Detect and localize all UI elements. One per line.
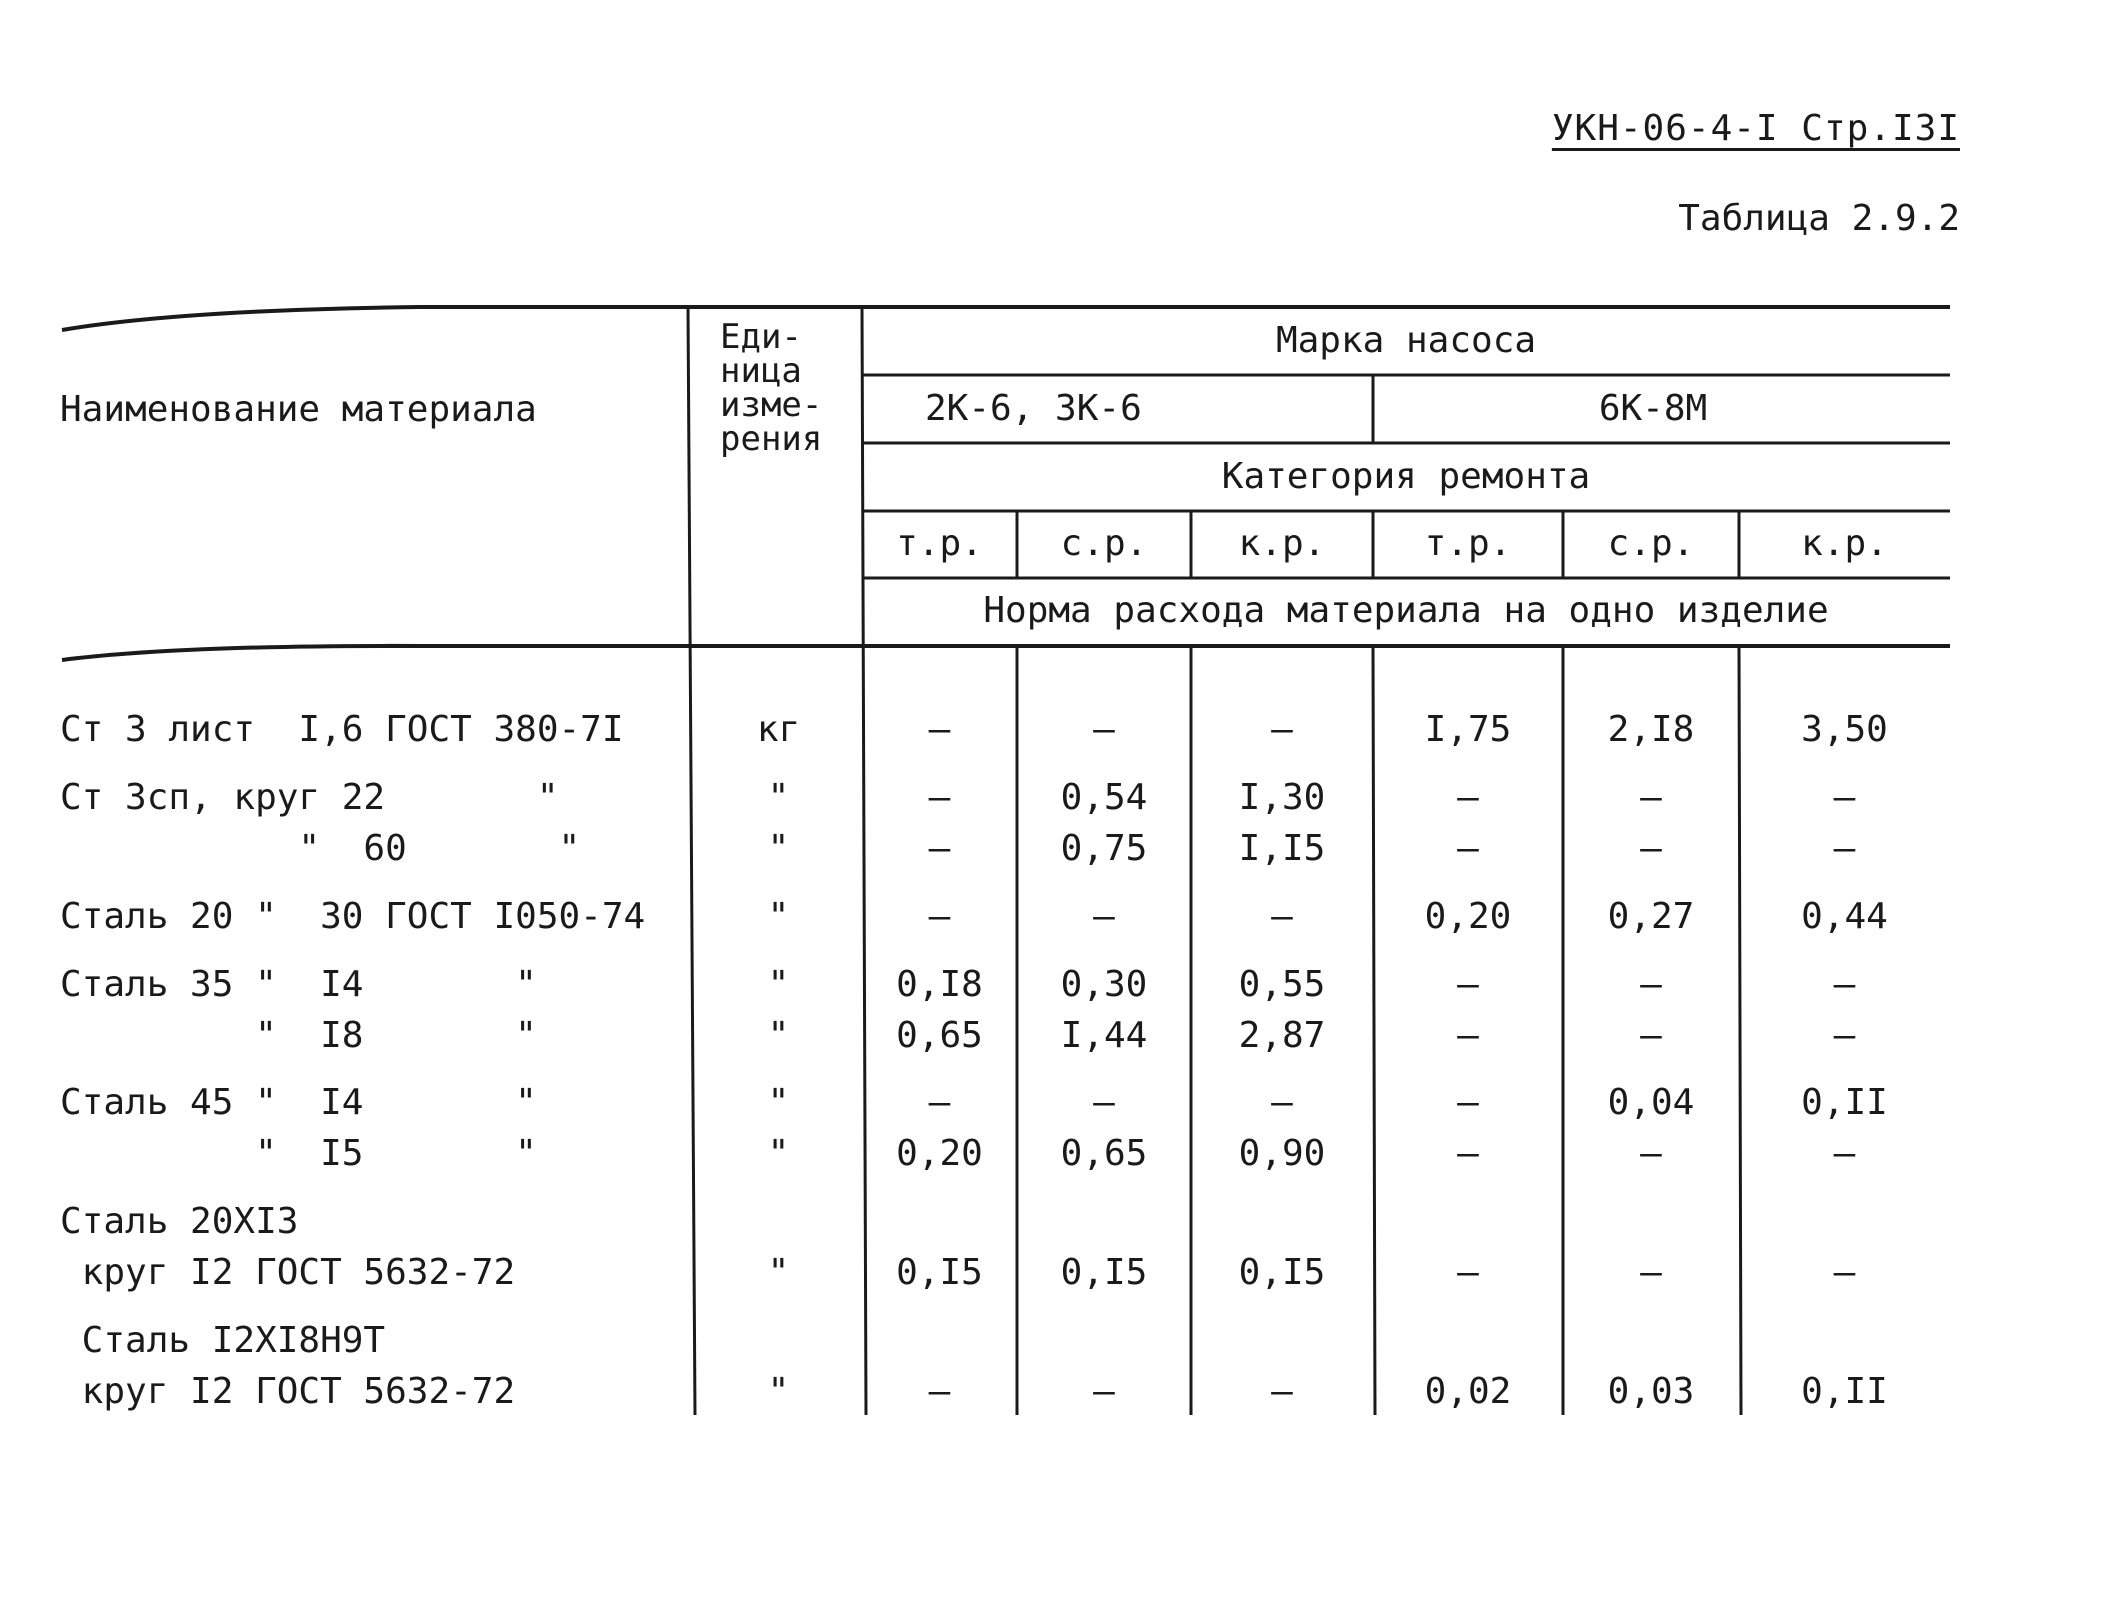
unit-cell: " <box>767 964 790 1005</box>
norm-value-cell: – <box>1457 1133 1479 1174</box>
norm-value-cell: – <box>1833 777 1856 818</box>
header-category-kr: к.р. <box>1801 523 1888 564</box>
header-pump-group-1: 2К-6, 3К-6 <box>925 388 1142 429</box>
material-name: круг I2 ГОСТ 5632-72 <box>60 1252 516 1293</box>
norm-value-cell: 2,87 <box>1238 1015 1326 1056</box>
norm-value-cell: 0,03 <box>1607 1371 1695 1412</box>
unit-cell: " <box>767 896 790 937</box>
norm-value-cell: – <box>1457 1082 1479 1123</box>
norm-value-cell: – <box>1093 896 1115 937</box>
unit-cell: " <box>767 828 790 869</box>
norm-value-cell: – <box>928 709 951 750</box>
norm-value-cell: 0,55 <box>1238 964 1326 1005</box>
material-name: Ст 3 лист I,6 ГОСТ 380-7I <box>60 709 624 750</box>
norm-value-cell: 0,44 <box>1801 896 1888 937</box>
norm-value-cell: 0,04 <box>1607 1082 1695 1123</box>
norm-value-cell: 0,II <box>1801 1082 1888 1123</box>
norm-value-cell: – <box>1093 709 1115 750</box>
unit-cell: " <box>767 1133 790 1174</box>
unit-cell: " <box>767 1082 790 1123</box>
material-name: Сталь 20ХI3 <box>60 1201 299 1242</box>
norm-value-cell: – <box>1833 1015 1856 1056</box>
material-name: круг I2 ГОСТ 5632-72 <box>60 1371 516 1412</box>
material-name: Ст 3сп, круг 22 " <box>60 777 559 818</box>
norm-value-cell: – <box>1833 1252 1856 1293</box>
header-norm-label: Норма расхода материала на одно изделие <box>983 590 1829 631</box>
norm-value-cell: 3,50 <box>1801 709 1888 750</box>
header-material-name: Наименование материала <box>60 389 537 430</box>
unit-cell: " <box>767 1015 790 1056</box>
norm-value-cell: – <box>1457 964 1479 1005</box>
unit-cell: " <box>767 1371 790 1412</box>
norm-value-cell: 0,I8 <box>896 964 983 1005</box>
norm-value-cell: 0,20 <box>1424 896 1512 937</box>
material-name: Сталь I2ХI8Н9Т <box>60 1320 386 1361</box>
norm-value-cell: – <box>1640 828 1662 869</box>
header-pump-brand: Марка насоса <box>1275 320 1537 361</box>
norm-value-cell: – <box>1640 1252 1662 1293</box>
material-name: Сталь 35 " I4 " <box>60 964 537 1005</box>
norm-value-cell: – <box>1640 964 1662 1005</box>
norm-value-cell: – <box>1457 777 1479 818</box>
unit-cell: кг <box>756 709 801 750</box>
norm-value-cell: 0,20 <box>896 1133 983 1174</box>
header-category-tr: т.р. <box>1424 523 1512 564</box>
header-pump-group-2: 6К-8М <box>1598 388 1708 429</box>
norm-value-cell: 0,I5 <box>1238 1252 1326 1293</box>
unit-cell: " <box>767 777 790 818</box>
norm-value-cell: I,30 <box>1238 777 1326 818</box>
header-category-tr: т.р. <box>896 523 983 564</box>
norm-value-cell: – <box>1640 1015 1662 1056</box>
header-category-sr: с.р. <box>1060 523 1148 564</box>
norm-value-cell: – <box>1271 896 1293 937</box>
norm-value-cell: – <box>1640 777 1662 818</box>
document-code: УКН-06-4-I Стр.I3I <box>1551 108 1960 149</box>
norm-value-cell: – <box>1833 828 1856 869</box>
norm-value-cell: 0,II <box>1801 1371 1888 1412</box>
header-category-kr: к.р. <box>1238 523 1326 564</box>
norm-value-cell: – <box>1833 1133 1856 1174</box>
norm-value-cell: I,75 <box>1424 709 1512 750</box>
norm-value-cell: 0,90 <box>1238 1133 1326 1174</box>
norm-value-cell: 2,I8 <box>1607 709 1695 750</box>
norm-value-cell: – <box>1093 1371 1115 1412</box>
norm-value-cell: – <box>928 828 951 869</box>
norm-value-cell: I,44 <box>1060 1015 1148 1056</box>
norm-value-cell: – <box>928 777 951 818</box>
norm-value-cell: I,I5 <box>1238 828 1326 869</box>
norm-value-cell: 0,65 <box>1060 1133 1148 1174</box>
norm-value-cell: – <box>928 896 951 937</box>
material-name: " I8 " <box>60 1015 537 1056</box>
norm-value-cell: – <box>1271 1371 1293 1412</box>
norm-value-cell: – <box>1833 964 1856 1005</box>
norm-value-cell: – <box>928 1082 951 1123</box>
norm-value-cell: – <box>1271 709 1293 750</box>
norm-value-cell: 0,I5 <box>896 1252 983 1293</box>
norm-value-cell: – <box>1271 1082 1293 1123</box>
header-unit-line: изме- <box>720 385 823 425</box>
header-category-sr: с.р. <box>1607 523 1695 564</box>
norm-value-cell: 0,54 <box>1060 777 1148 818</box>
norm-value-cell: – <box>1457 1252 1479 1293</box>
norm-value-cell: – <box>1640 1133 1662 1174</box>
norm-value-cell: 0,02 <box>1424 1371 1512 1412</box>
norm-value-cell: 0,65 <box>896 1015 983 1056</box>
norm-value-cell: 0,75 <box>1060 828 1148 869</box>
header-repair-category: Категория ремонта <box>1221 456 1591 497</box>
material-name: " I5 " <box>60 1133 537 1174</box>
norm-value-cell: – <box>1457 1015 1479 1056</box>
norm-value-cell: 0,I5 <box>1060 1252 1148 1293</box>
norm-value-cell: 0,27 <box>1607 896 1695 937</box>
material-name: Сталь 20 " 30 ГОСТ I050-74 <box>60 896 646 937</box>
material-name: Сталь 45 " I4 " <box>60 1082 537 1123</box>
header-unit-line: ница <box>720 351 802 391</box>
norm-value-cell: – <box>928 1371 951 1412</box>
norm-value-cell: – <box>1457 828 1479 869</box>
header-unit-line: Еди- <box>720 317 802 357</box>
unit-cell: " <box>767 1252 790 1293</box>
header-unit-line: рения <box>720 419 823 459</box>
norm-value-cell: 0,30 <box>1060 964 1148 1005</box>
material-name: " 60 " <box>60 828 581 869</box>
table-title: Таблица 2.9.2 <box>1678 198 1960 239</box>
norm-value-cell: – <box>1093 1082 1115 1123</box>
